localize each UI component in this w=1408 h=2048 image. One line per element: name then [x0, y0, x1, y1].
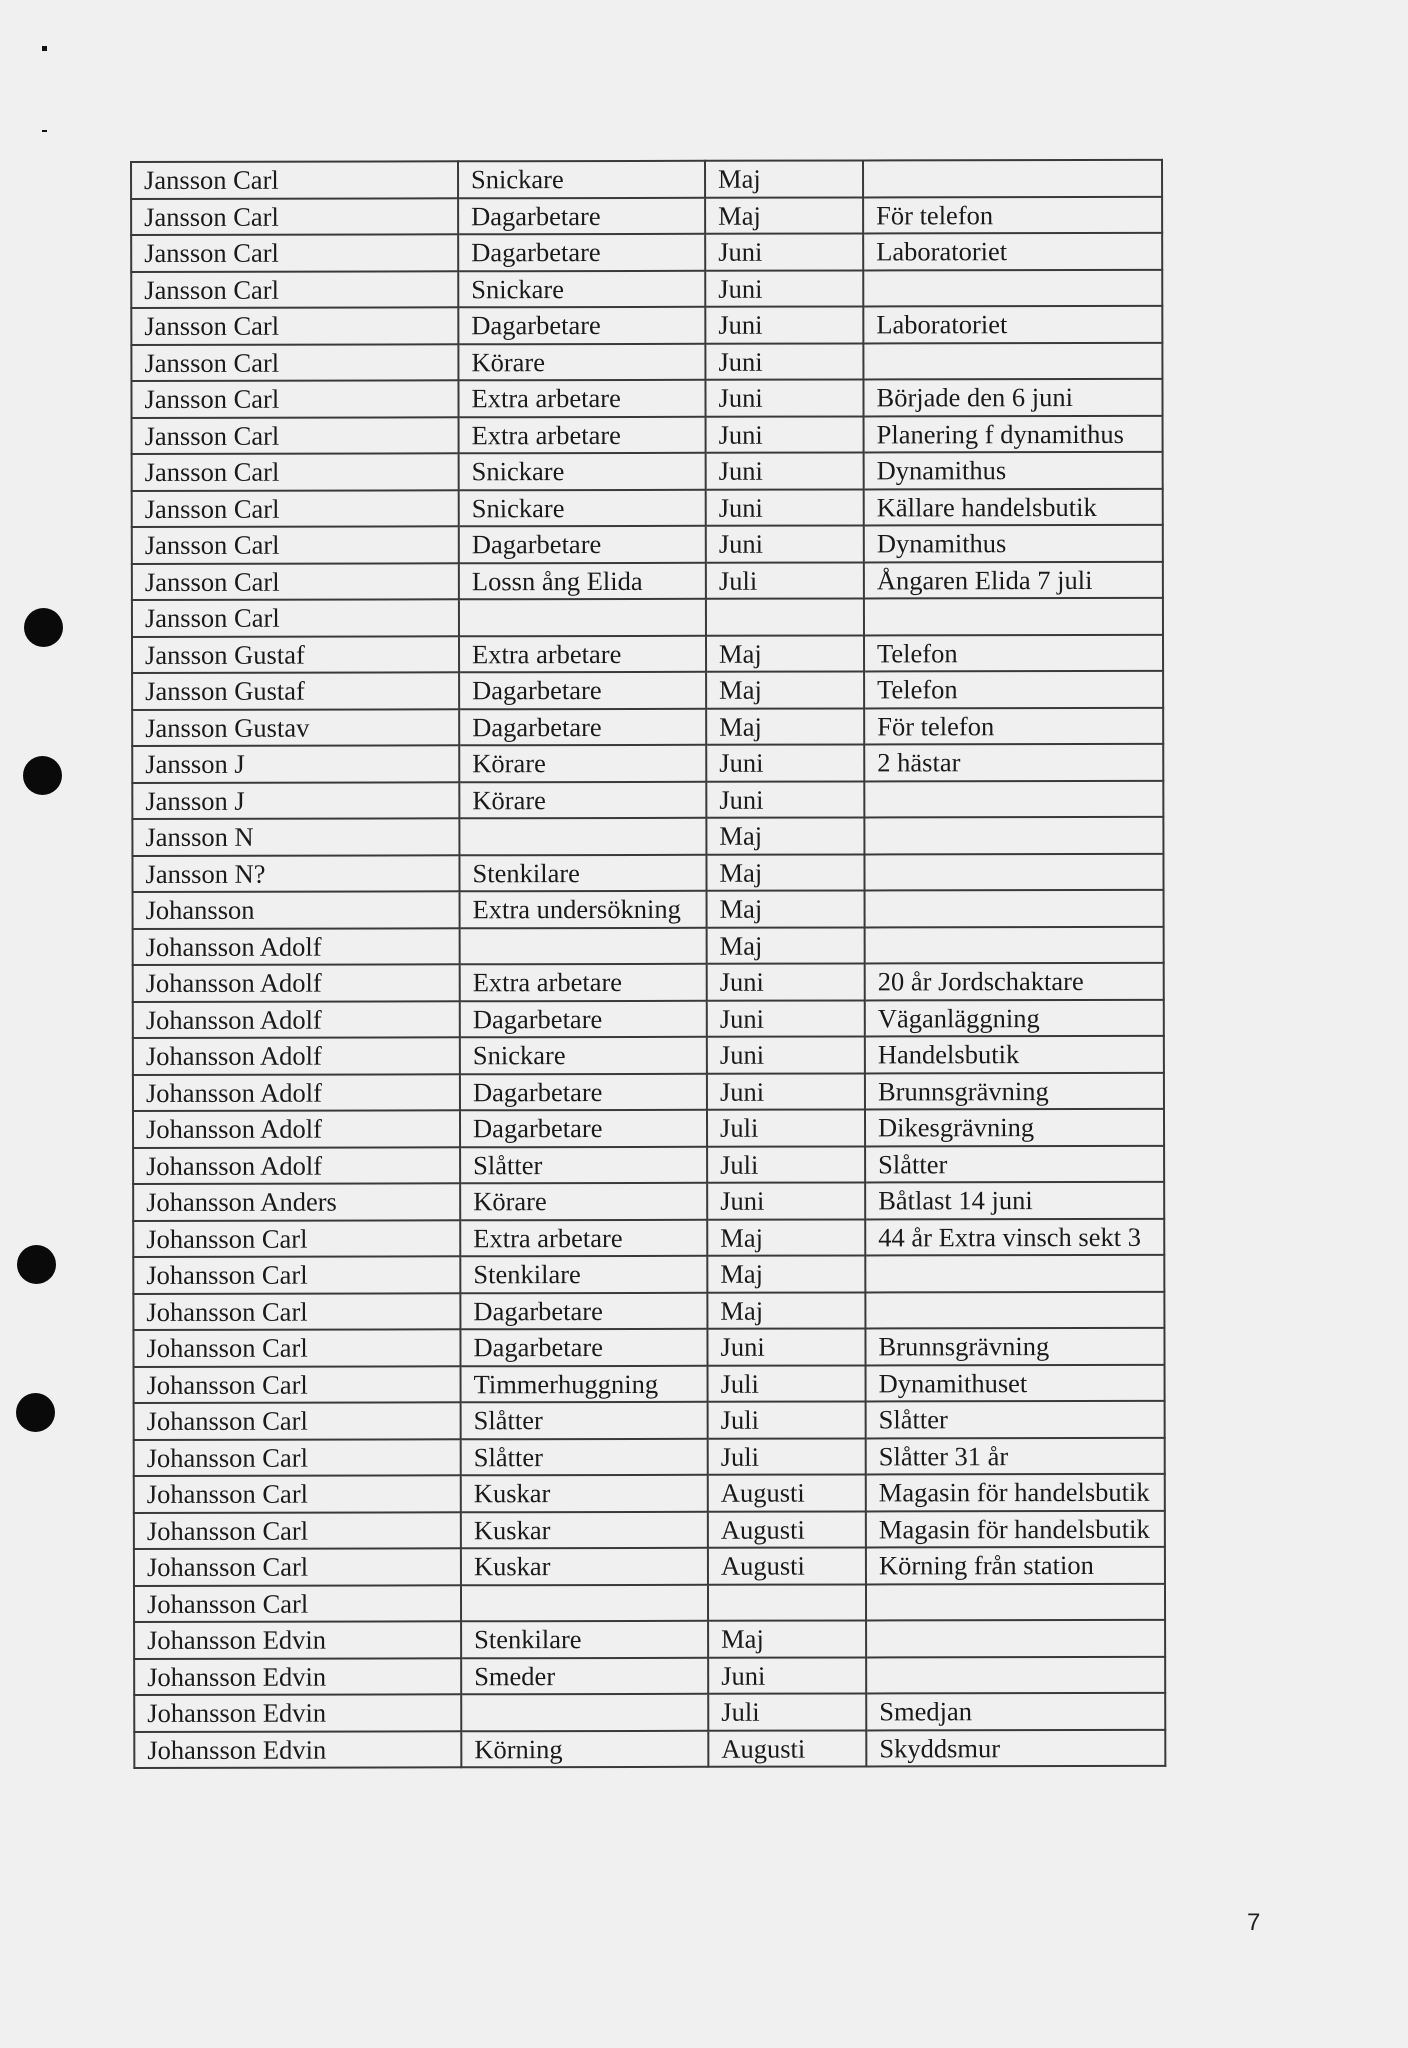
table-row [132, 598, 1163, 637]
cell-name: Jansson Carl [131, 234, 458, 271]
cell-name: Johansson Carl [134, 1512, 461, 1549]
cell-role: Extra arbetare [460, 964, 707, 1001]
cell-note [866, 1583, 1165, 1620]
table-row [131, 196, 1162, 235]
cell-name: Johansson Carl [133, 1293, 460, 1330]
table-row [134, 1729, 1165, 1768]
cell-note [863, 342, 1162, 379]
table-row [134, 1693, 1165, 1732]
cell-name: Jansson Carl [131, 344, 458, 381]
cell-month: Maj [706, 708, 864, 745]
page-number: 7 [1247, 1909, 1261, 1936]
cell-month: Maj [707, 1292, 865, 1329]
cell-name: Johansson Carl [134, 1548, 461, 1585]
cell-role: Stenkilare [461, 1621, 708, 1658]
cell-note: För telefon [864, 707, 1163, 744]
cell-role: Kuskar [461, 1548, 708, 1585]
cell-month: Juni [706, 744, 864, 781]
punch-hole-icon [17, 1245, 56, 1284]
cell-role [459, 818, 706, 855]
cell-month [706, 598, 864, 635]
cell-month: Maj [706, 671, 864, 708]
cell-month [708, 1584, 866, 1621]
cell-name: Jansson Carl [131, 161, 458, 198]
cell-month: Juli [708, 1693, 866, 1730]
punch-hole-icon [23, 756, 62, 795]
cell-name: Johansson Edvin [134, 1658, 461, 1695]
cell-month: Augusti [708, 1730, 866, 1767]
cell-note: Slåtter [865, 1145, 1164, 1182]
cell-name: Johansson Adolf [133, 1110, 460, 1147]
cell-role [461, 1584, 708, 1621]
table-row [133, 1328, 1164, 1367]
cell-role: Dagarbetare [460, 1000, 707, 1037]
table-row [131, 233, 1162, 272]
cell-month: Juni [706, 452, 864, 489]
cell-name: Jansson N? [132, 855, 459, 892]
cell-role: Körare [460, 1183, 707, 1220]
table-row [134, 1437, 1165, 1476]
cell-note [863, 160, 1162, 197]
cell-note [865, 1255, 1164, 1292]
cell-month: Maj [706, 635, 864, 672]
cell-note: Dynamithuset [866, 1364, 1165, 1401]
cell-role: Slåtter [460, 1146, 707, 1183]
cell-note: Slåtter [866, 1401, 1165, 1438]
cell-role: Extra arbetare [459, 635, 706, 672]
cell-role: Dagarbetare [459, 708, 706, 745]
cell-name: Johansson Carl [134, 1475, 461, 1512]
cell-role: Snickare [458, 270, 705, 307]
cell-role: Körning [461, 1730, 708, 1767]
cell-note: Båtlast 14 juni [865, 1182, 1164, 1219]
cell-name: Johansson Carl [134, 1402, 461, 1439]
cell-role: Dagarbetare [458, 307, 705, 344]
cell-name: Jansson Carl [131, 380, 458, 417]
table-row [134, 1547, 1165, 1586]
table-row [134, 1620, 1165, 1659]
cell-role: Körare [459, 745, 706, 782]
cell-note: 20 år Jordschaktare [865, 963, 1164, 1000]
cell-role [461, 1694, 708, 1731]
cell-role: Dagarbetare [460, 1292, 707, 1329]
cell-role: Timmerhuggning [461, 1365, 708, 1402]
cell-month: Augusti [708, 1474, 866, 1511]
cell-month: Maj [706, 854, 864, 891]
cell-name: Jansson Carl [132, 526, 459, 563]
cell-name: Jansson J [132, 745, 459, 782]
cell-note: Magasin för handelsbutik [866, 1474, 1165, 1511]
cell-note: Telefon [864, 671, 1163, 708]
cell-month: Maj [707, 1219, 865, 1256]
cell-month: Maj [706, 817, 864, 854]
table-row [134, 1510, 1165, 1549]
table-row [134, 1401, 1165, 1440]
cell-note [866, 1656, 1165, 1693]
cell-month: Juni [705, 306, 863, 343]
cell-role: Dagarbetare [458, 197, 705, 234]
cell-month: Juni [707, 1182, 865, 1219]
cell-name: Johansson Adolf [133, 964, 460, 1001]
cell-month: Juli [706, 562, 864, 599]
cell-note: Magasin för handelsbutik [866, 1510, 1165, 1547]
cell-note [864, 817, 1163, 854]
table-row [134, 1656, 1165, 1695]
table-row [133, 963, 1164, 1002]
cell-name: Jansson J [132, 782, 459, 819]
cell-month: Juni [707, 1000, 865, 1037]
cell-note [865, 1291, 1164, 1328]
cell-role: Stenkilare [460, 1256, 707, 1293]
table-row [131, 379, 1162, 418]
table-row [132, 525, 1163, 564]
cell-note: Brunnsgrävning [865, 1072, 1164, 1109]
cell-name: Johansson Carl [134, 1366, 461, 1403]
cell-note [864, 853, 1163, 890]
table-row [132, 452, 1163, 491]
cell-role: Dagarbetare [459, 672, 706, 709]
cell-name: Johansson Edvin [134, 1621, 461, 1658]
table-row [132, 488, 1163, 527]
cell-note: Väganläggning [865, 999, 1164, 1036]
cell-month: Maj [707, 890, 865, 927]
cell-month: Juni [707, 1036, 865, 1073]
cell-role: Dagarbetare [458, 234, 705, 271]
cell-role [460, 927, 707, 964]
cell-name: Jansson Carl [132, 490, 459, 527]
cell-name: Johansson [133, 891, 460, 928]
cell-month: Augusti [708, 1547, 866, 1584]
cell-name: Jansson Carl [131, 307, 458, 344]
table-row [133, 1218, 1164, 1257]
cell-name: Johansson Adolf [133, 1074, 460, 1111]
cell-role: Snickare [459, 453, 706, 490]
cell-name: Johansson Edvin [134, 1731, 461, 1768]
cell-month: Juli [707, 1109, 865, 1146]
cell-name: Johansson Carl [133, 1329, 460, 1366]
cell-name: Johansson Carl [134, 1585, 461, 1622]
cell-note: Källare handelsbutik [864, 488, 1163, 525]
cell-name: Jansson Carl [131, 198, 458, 235]
cell-month: Juni [707, 963, 865, 1000]
cell-month: Juni [706, 416, 864, 453]
cell-note: Planering f dynamithus [864, 415, 1163, 452]
table-row [131, 306, 1162, 345]
cell-name: Jansson Carl [132, 453, 459, 490]
table-row [133, 1182, 1164, 1221]
table-row [131, 269, 1162, 308]
cell-note: Ångaren Elida 7 juli [864, 561, 1163, 598]
cell-month: Juni [705, 270, 863, 307]
table-row [134, 1364, 1165, 1403]
table-row [131, 160, 1162, 199]
table-row [132, 853, 1163, 892]
cell-month: Juni [705, 379, 863, 416]
cell-name: Johansson Adolf [133, 1037, 460, 1074]
table-row [131, 342, 1162, 381]
cell-role: Slåtter [461, 1402, 708, 1439]
table-row [133, 999, 1164, 1038]
cell-note: Började den 6 juni [863, 379, 1162, 416]
cell-note: Laboratoriet [863, 306, 1162, 343]
cell-note: Dikesgrävning [865, 1109, 1164, 1146]
ledger-body [131, 160, 1165, 1768]
cell-month: Maj [707, 1255, 865, 1292]
cell-note [865, 926, 1164, 963]
cell-note: Brunnsgrävning [865, 1328, 1164, 1365]
cell-role: Dagarbetare [459, 526, 706, 563]
cell-month: Maj [708, 1620, 866, 1657]
table-row [133, 1255, 1164, 1294]
cell-month: Juni [707, 1073, 865, 1110]
table-row [132, 707, 1163, 746]
cell-note [866, 1620, 1165, 1657]
cell-name: Johansson Adolf [133, 1001, 460, 1038]
cell-month: Juni [705, 343, 863, 380]
cell-name: Jansson Gustaf [132, 636, 459, 673]
table-row [133, 890, 1164, 929]
cell-role: Dagarbetare [460, 1329, 707, 1366]
cell-role: Extra arbetare [458, 380, 705, 417]
cell-month: Maj [705, 160, 863, 197]
cell-role: Kuskar [461, 1511, 708, 1548]
cell-month: Juli [708, 1365, 866, 1402]
table-row [132, 634, 1163, 673]
cell-note: Skyddsmur [866, 1729, 1165, 1766]
cell-note: För telefon [863, 196, 1162, 233]
worker-ledger-table [130, 159, 1166, 1769]
scan-speck-dot [42, 46, 47, 51]
cell-month: Juni [705, 233, 863, 270]
cell-role: Körare [458, 343, 705, 380]
table-row [134, 1474, 1165, 1513]
cell-role: Kuskar [461, 1475, 708, 1512]
cell-month: Juli [707, 1146, 865, 1183]
cell-role: Extra undersökning [460, 891, 707, 928]
cell-note: Dynamithus [864, 525, 1163, 562]
scan-speck-dash [42, 130, 47, 132]
table-row [133, 1145, 1164, 1184]
table-row [132, 744, 1163, 783]
cell-role [459, 599, 706, 636]
cell-name: Johansson Anders [133, 1183, 460, 1220]
cell-role: Snickare [459, 489, 706, 526]
cell-role: Stenkilare [459, 854, 706, 891]
cell-month: Maj [707, 927, 865, 964]
table-row [132, 561, 1163, 600]
cell-month: Maj [705, 197, 863, 234]
cell-name: Jansson Carl [132, 417, 459, 454]
cell-note: Laboratoriet [863, 233, 1162, 270]
cell-note: Smedjan [866, 1693, 1165, 1730]
punch-hole-icon [24, 608, 63, 647]
cell-role: Snickare [458, 161, 705, 198]
table-row [132, 817, 1163, 856]
cell-note [865, 890, 1164, 927]
cell-month: Juni [706, 781, 864, 818]
cell-note [863, 269, 1162, 306]
cell-month: Juni [707, 1328, 865, 1365]
cell-name: Johansson Carl [133, 1220, 460, 1257]
cell-name: Johansson Adolf [133, 928, 460, 965]
table-row [133, 1109, 1164, 1148]
cell-role: Dagarbetare [460, 1110, 707, 1147]
cell-month: Juni [706, 525, 864, 562]
cell-note: Dynamithus [864, 452, 1163, 489]
table-row [134, 1583, 1165, 1622]
punch-hole-icon [16, 1393, 55, 1432]
cell-note: Telefon [864, 634, 1163, 671]
cell-role: Körare [459, 781, 706, 818]
cell-month: Juni [706, 489, 864, 526]
cell-name: Jansson Gustaf [132, 672, 459, 709]
cell-note: 44 år Extra vinsch sekt 3 [865, 1218, 1164, 1255]
cell-note: Handelsbutik [865, 1036, 1164, 1073]
cell-month: Juli [708, 1401, 866, 1438]
cell-note: Körning från station [866, 1547, 1165, 1584]
cell-month: Augusti [708, 1511, 866, 1548]
table-row [133, 1291, 1164, 1330]
cell-month: Juli [708, 1438, 866, 1475]
cell-name: Johansson Adolf [133, 1147, 460, 1184]
table-row [132, 780, 1163, 819]
cell-name: Jansson Gustav [132, 709, 459, 746]
cell-name: Jansson Carl [132, 599, 459, 636]
cell-role: Smeder [461, 1657, 708, 1694]
cell-name: Jansson N [132, 818, 459, 855]
table-row [133, 926, 1164, 965]
table-row [133, 1072, 1164, 1111]
cell-name: Jansson Carl [131, 271, 458, 308]
cell-role: Extra arbetare [460, 1219, 707, 1256]
cell-note: 2 hästar [864, 744, 1163, 781]
cell-name: Johansson Carl [133, 1256, 460, 1293]
cell-role: Dagarbetare [460, 1073, 707, 1110]
cell-month: Juni [708, 1657, 866, 1694]
table-row [132, 415, 1163, 454]
cell-note [864, 780, 1163, 817]
cell-note [864, 598, 1163, 635]
table-row [133, 1036, 1164, 1075]
cell-role: Extra arbetare [459, 416, 706, 453]
cell-role: Slåtter [461, 1438, 708, 1475]
cell-role: Snickare [460, 1037, 707, 1074]
table-row [132, 671, 1163, 710]
cell-note: Slåtter 31 år [866, 1437, 1165, 1474]
cell-name: Jansson Carl [132, 563, 459, 600]
cell-name: Johansson Edvin [134, 1694, 461, 1731]
cell-name: Johansson Carl [134, 1439, 461, 1476]
cell-role: Lossn ång Elida [459, 562, 706, 599]
